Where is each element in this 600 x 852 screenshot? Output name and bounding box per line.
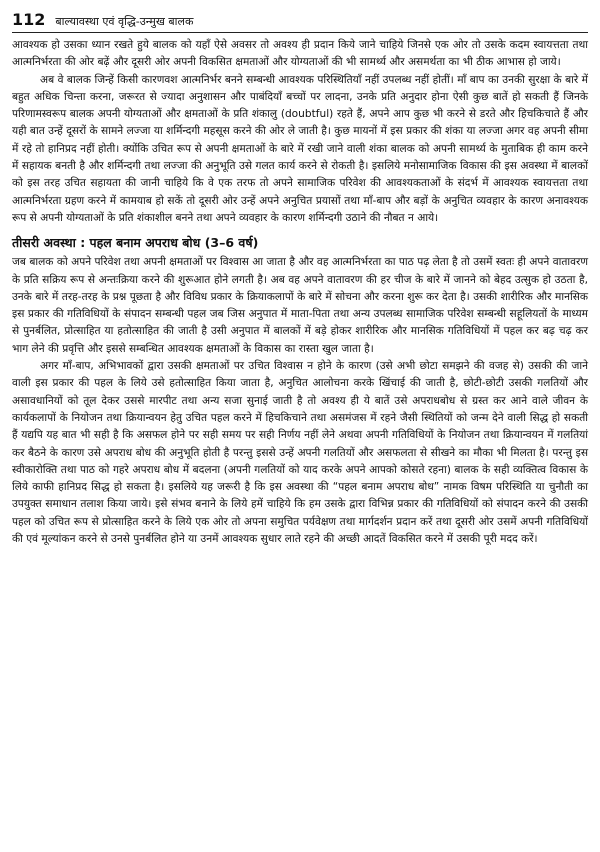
paragraph-guilt: अगर माँ-बाप, अभिभावकों द्वारा उसकी क्षमताओं पर उचित विश्वास न होने के कारण (उसे अभी छोटा समझने की वजह से) उसकी की जाने वाली इस प्रकार की पहल के लिये उसे हतोत्साहित किया जाता है, अनुचित आलोचना करके खिंचाई की जाती है, छोटी-छोटी उसकी गलतियों और असावधानियों को तूल देकर उससे मारपीट तथा अन्य सजा सुनाई जाती है तो अवश्य ही ये बातें उसे अपराधबोध से ग्रस्त कर आने वाले जीवन के कार्यकलापों के नियोजन तथा क्रियान्वयन हेतु उचित पहल करने में हिचकिचाने तथा असमंजस में रहने जैसी स्थितियों को जन्म देने वाली सिद्ध हो सकती हैं यद्यपि यह बात भी सही है कि असफल होने पर सही समय पर सही निर्णय नहीं लेने अथवा अपनी गतिविधियों के नियोजन तथा क्रियान्वयन में गलतियां कर बैठने के कारण उसे अपराध बोध की अनुभूति होती है परन्तु इससे उन्हें अपनी गलतियों और असफलता से सीखने का मौका भी मिलता है। परन्तु इस स्वीकारोक्ति तथा पाठ को गहरे अपराध बोध में बदलना (अपनी गलतियों को याद करके अपने आपको कोसते रहना) बालक के सही व्यक्तित्व विकास के लिये काफी हानिप्रद सिद्ध हो सकता है। इसलिये यह जरूरी है कि इस अवस्था की “पहल बनाम अपराध बोध” नामक विषम परिस्थिति या चुनौती का उपयुक्त समाधान तलाश किया जाये। इसे संभव बनाने के लिये हमें चाहिये कि हम उसके द्वारा विभिन्न प्रकार की गतिविधियों को संपादन करने की उसकी पहल को उचित रूप से प्रोत्साहित करने के लिये एक ओर तो अपना समुचित पर्यवेक्षण तथा मार्गदर्शन प्रदान करें तथा दूसरी ओर उसमें अपनी गतिविधियों की एवं मूल्यांकन करने से उनसे पुनर्बलित होने या उनमें आवश्यक सुधार लाते रहने की अच्छी आदतें विकसित करने में उसकी पूरी मदद करें। [12,360,588,546]
paragraph-initiative: जब बालक को अपने परिवेश तथा अपनी क्षमताओं पर विश्वास आ जाता है और वह आत्मनिर्भरता का पाठ पढ़ लेता है तो उसमें स्वतः ही अपने वातावरण के प्रति सक्रिय रूप से अन्तःक्रिया करने की शुरूआत होने लगती है। अब वह अपने वातावरण की हर चीज के बारे में जानने को बेहद उत्सुक हो उठता है, उनके बारे में तरह-तरह के प्रश्न पूछता है और विविध प्रकार के क्रियाकलापों के बारे में सोचना और करना शुरू कर देता है। उसकी शारीरिक और मानसिक इस प्रकार की गतिविधियों के संपादन सम्बन्धी पहल जब जिस अनुपात में माता-पिता तथा अन्य उपलब्ध सामाजिक परिवेश सम्बन्धी सहूलियतों के माध्यम से पुनर्बलित, प्रोत्साहित या हतोत्साहित की जाती है उसी अनुपात में बालकों में बड़े होकर शारीरिक और मानसिक गतिविधियों में पहल कर बढ़ चढ़ कर भाग लेने की प्रवृत्ति और इससे सम्बन्धित आवश्यक क्षमताओं के विकास का रास्ता खुल जाता है। [12,256,588,355]
running-title: बाल्यावस्था एवं वृद्धि-उन्मुख बालक [55,15,194,28]
page-header [12,10,588,33]
paragraph-autonomy-shame: अब वे बालक जिन्हें किसी कारणवश आत्मनिर्भर बनने सम्बन्धी आवश्यक परिस्थितियाँ नहीं उपलब्ध नहीं होतीं। माँ बाप का उनकी सुरक्षा के बारे में बहुत अधिक चिन्ता करना, जरूरत से ज्यादा अनुशासन और पाबंदियाँ बच्चों पर लादना, उनके प्रति अनुदार होना ऐसी कुछ बातें हो सकती हैं जिनके परिणामस्वरूप बालक अपनी योग्यताओं और क्षमताओं के प्रति शंकालु (doubtful) रहते हैं, अपने आप कुछ भी करने से डरते और हिचकिचाते हैं और यही बात उन्हें दूसरों के सामने लज्जा या शर्मिन्दगी महसूस करने की ओर ले जाती है। कुछ मायनों में इस प्रकार की शंका या लज्जा अगर वह अपनी सीमा में रहे तो हानिप्रद नहीं होती। क्योंकि उचित रूप से अपनी क्षमताओं के बारे में रखी जाने वाली शंका बालक को अपनी सामर्थ्य के मुताबिक ही काम करने में सहायक बनती है और शर्मिन्दगी तथा लज्जा की अनुभूति उसे गलत कार्य करने से रोकती है। इसलिये मनोसामाजिक विकास की इस अवस्था में बालकों को इस तरह उचित सहायता की जानी चाहिये कि वे एक तरफ तो अपने सामाजिक परिवेश की आवश्यकताओं के संदर्भ में आवश्यक स्वायत्तता तथा आत्मनिर्भरता ग्रहण करने में कामयाब हो सकें तो दूसरी ओर उन्हें अपने अनुचित प्रयासों तथा माँ-बाप और बड़ों के अनुचित व्यवहार के कारण अनावश्यक रूप से अपनी योग्यताओं के प्रति शंकाशील बनने तथा अपने व्यवहार के कारण शर्मिन्दगी उठाने की नौबत न आये। [12,73,588,224]
paragraph-continuation: आवश्यक हो उसका ध्यान रखते हुये बालक को यहाँ ऐसे अवसर तो अवश्य ही प्रदान किये जाने चाहिये जिनसे एक ओर तो उसके कदम स्वायत्तता तथा आत्मनिर्भरता की ओर बढ़ें और दूसरी ओर अपनी विकसित क्षमताओं और योग्यताओं की भी सामर्थ्य और असमर्थता का भी ठीक आभास हो जाये। [12,39,588,69]
section-heading: तीसरी अवस्था : पहल बनाम अपराध बोध (3–6 वर्ष) [12,235,259,251]
page-number: 112 [12,10,46,29]
